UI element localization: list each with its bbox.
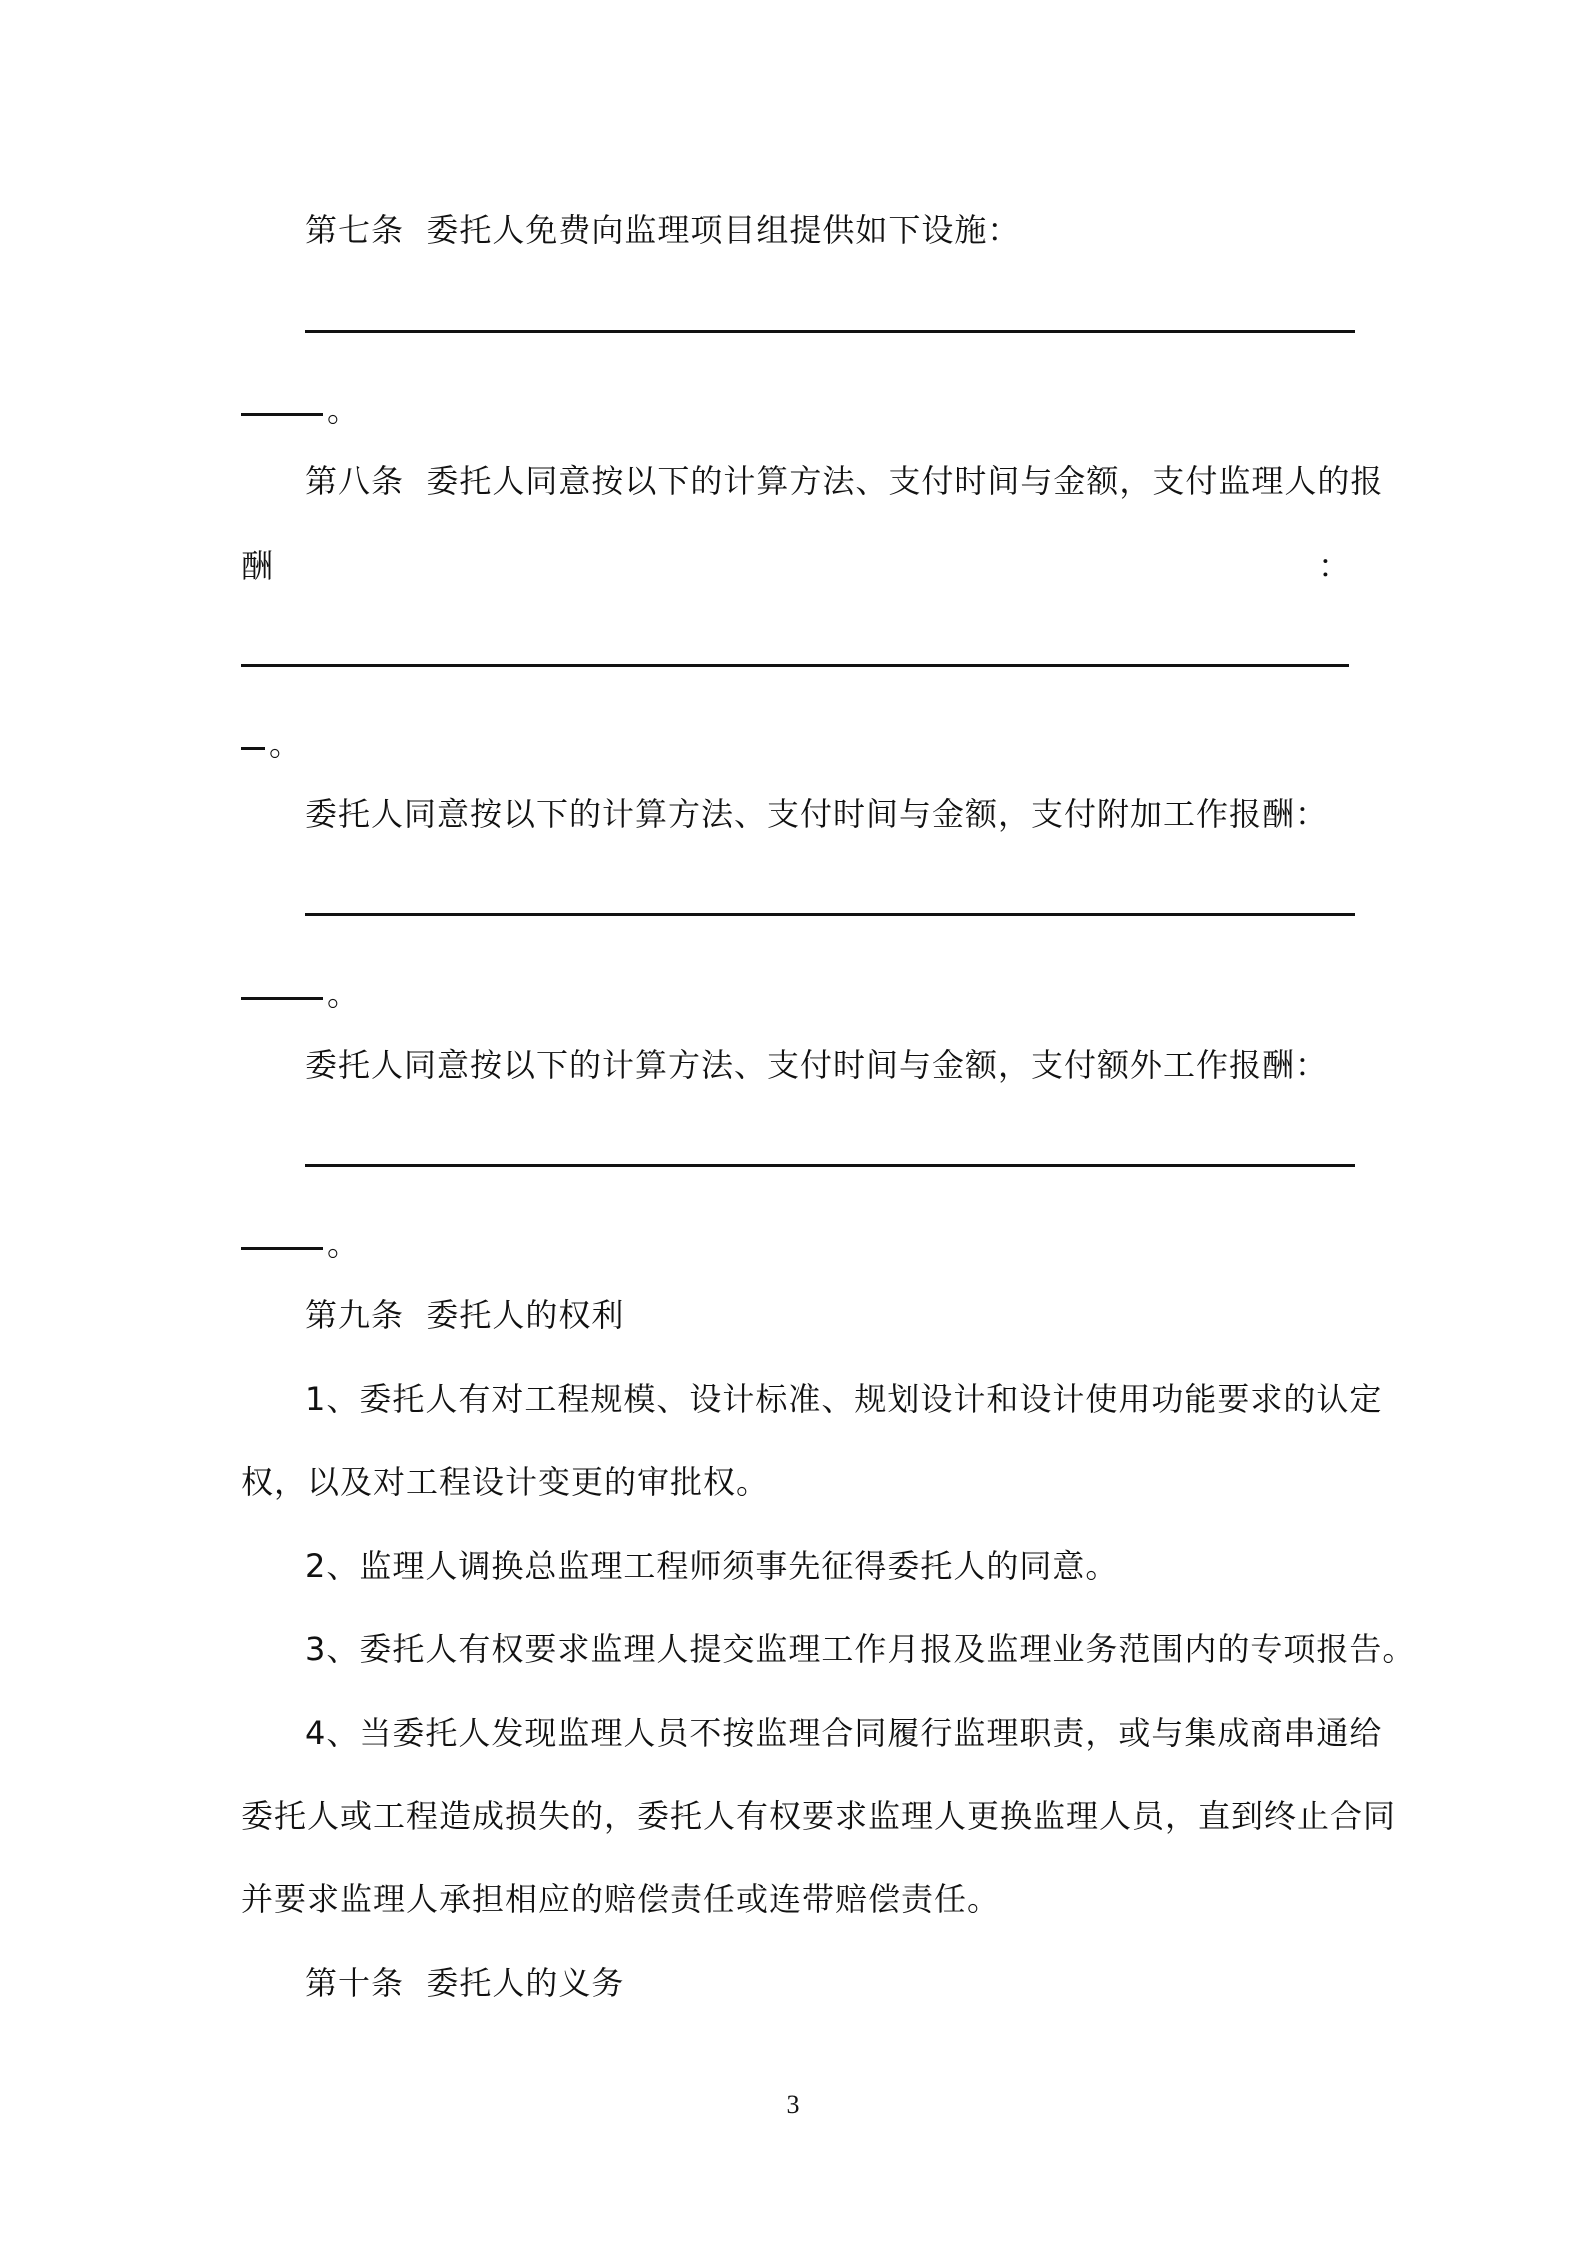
article-10-heading: 第十条 委托人的义务: [305, 1964, 625, 2002]
article-7-heading: 第七条 委托人免费向监理项目组提供如下设施：: [305, 211, 1021, 249]
clause-4-line-1: 4、当委托人发现监理人员不按监理合同履行监理职责，或与集成商串通给: [305, 1714, 1383, 1752]
fill-in-blank-line: [305, 913, 1355, 916]
fill-in-blank-line: [241, 413, 323, 416]
sentence-end: 。: [327, 975, 360, 1013]
sentence-end: 。: [327, 391, 360, 429]
additional-work-clause: 委托人同意按以下的计算方法、支付时间与金额，支付附加工作报酬：: [305, 795, 1329, 833]
fill-in-blank-line: [241, 747, 265, 750]
clause-2: 2、监理人调换总监理工程师须事先征得委托人的同意。: [305, 1547, 1119, 1585]
fill-in-blank-line: [241, 997, 323, 1000]
article-8-heading: 第八条 委托人同意按以下的计算方法、支付时间与金额，支付监理人的报: [305, 462, 1384, 500]
sentence-end: 。: [269, 725, 302, 763]
article-9-heading: 第九条 委托人的权利: [305, 1296, 625, 1334]
clause-3: 3、委托人有权要求监理人提交监理工作月报及监理业务范围内的专项报告。: [305, 1630, 1416, 1668]
fill-in-blank-line: [305, 1164, 1355, 1167]
sentence-end: 。: [327, 1225, 360, 1263]
article-8-colon: ：: [1318, 547, 1352, 585]
fill-in-blank-line: [241, 1247, 323, 1250]
clause-1-line-2: 权，以及对工程设计变更的审批权。: [241, 1463, 770, 1501]
clause-4-line-2: 委托人或工程造成损失的，委托人有权要求监理人更换监理人员，直到终止合同: [241, 1797, 1397, 1835]
fill-in-blank-line: [241, 664, 1349, 667]
extra-work-clause: 委托人同意按以下的计算方法、支付时间与金额，支付额外工作报酬：: [305, 1046, 1329, 1084]
clause-1-line-1: 1、委托人有对工程规模、设计标准、规划设计和设计使用功能要求的认定: [305, 1380, 1383, 1418]
article-8-continuation: 酬: [241, 547, 275, 585]
fill-in-blank-line: [305, 330, 1355, 333]
page-number: 3: [786, 2090, 800, 2119]
clause-4-line-3: 并要求监理人承担相应的赔偿责任或连带赔偿责任。: [241, 1880, 1001, 1918]
